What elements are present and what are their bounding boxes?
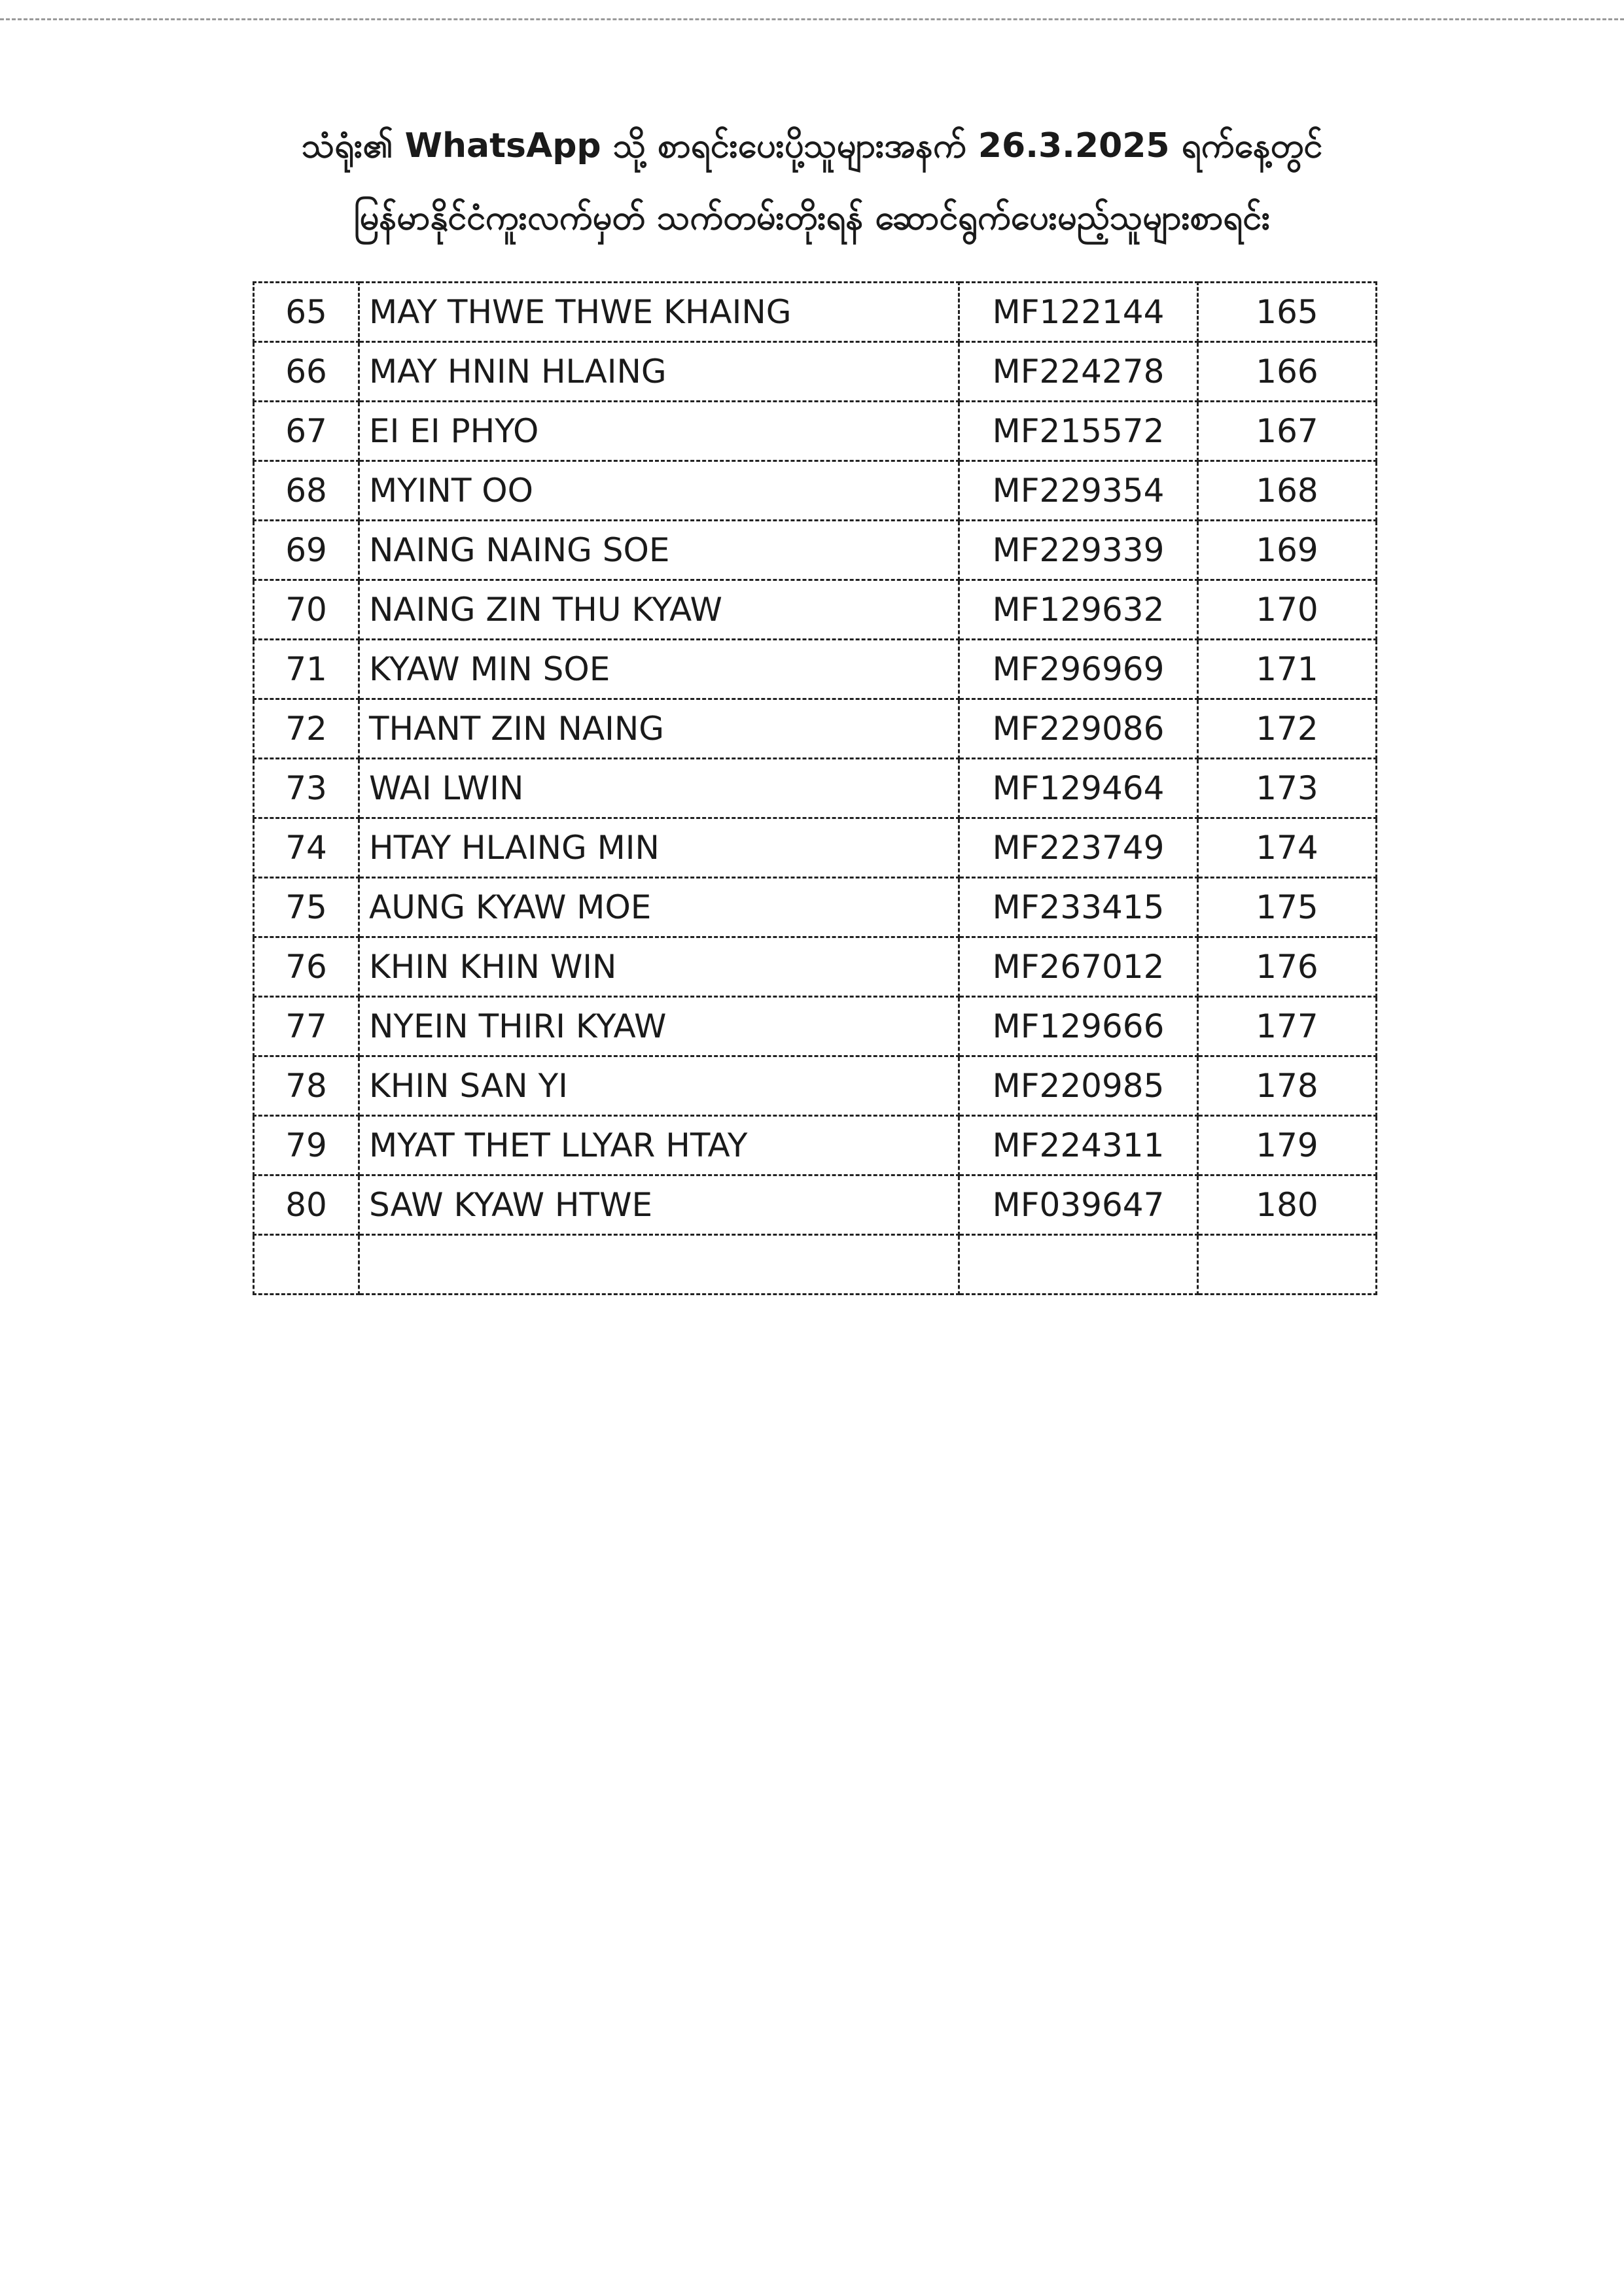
row-count-cell: 180 [1198, 1175, 1377, 1235]
roster-table [253, 281, 1377, 1295]
top-divider [0, 18, 1624, 20]
row-name-cell: MYAT THET LLYAR HTAY [359, 1116, 959, 1175]
table-row [254, 1116, 1377, 1175]
row-name-cell: NAING ZIN THU KYAW [359, 580, 959, 640]
row-number-cell: 69 [254, 521, 359, 580]
table-row [254, 461, 1377, 521]
row-code-cell: MF220985 [959, 1056, 1198, 1116]
row-number-cell: 79 [254, 1116, 359, 1175]
row-number-cell: 70 [254, 580, 359, 640]
row-number-cell: 75 [254, 878, 359, 937]
row-count-cell: 176 [1198, 937, 1377, 997]
table-row [254, 580, 1377, 640]
table-row [254, 878, 1377, 937]
row-code-cell: MF215572 [959, 402, 1198, 461]
row-name-cell [359, 1235, 959, 1295]
row-count-cell [1198, 1235, 1377, 1295]
row-number-cell: 73 [254, 759, 359, 818]
row-code-cell: MF229339 [959, 521, 1198, 580]
row-count-cell: 169 [1198, 521, 1377, 580]
row-number-cell: 68 [254, 461, 359, 521]
row-count-cell: 165 [1198, 283, 1377, 342]
table-row [254, 1175, 1377, 1235]
row-name-cell: SAW KYAW HTWE [359, 1175, 959, 1235]
document-title-line-2: မြန်မာနိုင်ငံကူးလက်မှတ် သက်တမ်းတိုးရန် ဆောင်ရွက်ပေးမည့်သူများစာရင်း [353, 198, 1271, 237]
table-row [254, 699, 1377, 759]
roster-table-body [254, 283, 1377, 1295]
row-count-cell: 178 [1198, 1056, 1377, 1116]
table-row [254, 283, 1377, 342]
row-name-cell: MAY THWE THWE KHAING [359, 283, 959, 342]
row-count-cell: 177 [1198, 997, 1377, 1056]
table-row [254, 402, 1377, 461]
row-count-cell: 170 [1198, 580, 1377, 640]
table-row [254, 342, 1377, 402]
row-code-cell: MF223749 [959, 818, 1198, 878]
row-code-cell: MF129464 [959, 759, 1198, 818]
row-count-cell: 179 [1198, 1116, 1377, 1175]
row-name-cell: NAING NAING SOE [359, 521, 959, 580]
row-count-cell: 175 [1198, 878, 1377, 937]
table-row [254, 997, 1377, 1056]
row-count-cell: 171 [1198, 640, 1377, 699]
row-name-cell: MYINT OO [359, 461, 959, 521]
row-count-cell: 173 [1198, 759, 1377, 818]
row-code-cell: MF129666 [959, 997, 1198, 1056]
row-code-cell: MF129632 [959, 580, 1198, 640]
row-name-cell: THANT ZIN NAING [359, 699, 959, 759]
row-code-cell: MF122144 [959, 283, 1198, 342]
table-row [254, 759, 1377, 818]
row-code-cell [959, 1235, 1198, 1295]
document-title-line-1: သံရုံး၏ WhatsApp သို့ စာရင်းပေးပို့သူများအနက် 26.3.2025 ရက်နေ့တွင် [301, 126, 1323, 165]
row-code-cell: MF233415 [959, 878, 1198, 937]
table-row [254, 1056, 1377, 1116]
row-code-cell: MF039647 [959, 1175, 1198, 1235]
table-row [254, 937, 1377, 997]
row-number-cell: 78 [254, 1056, 359, 1116]
row-number-cell: 66 [254, 342, 359, 402]
row-name-cell: KYAW MIN SOE [359, 640, 959, 699]
row-number-cell [254, 1235, 359, 1295]
row-name-cell: HTAY HLAING MIN [359, 818, 959, 878]
row-count-cell: 166 [1198, 342, 1377, 402]
row-code-cell: MF229086 [959, 699, 1198, 759]
table-row [254, 818, 1377, 878]
row-code-cell: MF224311 [959, 1116, 1198, 1175]
row-name-cell: KHIN SAN YI [359, 1056, 959, 1116]
row-name-cell: AUNG KYAW MOE [359, 878, 959, 937]
row-count-cell: 167 [1198, 402, 1377, 461]
table-row [254, 1235, 1377, 1295]
table-row [254, 640, 1377, 699]
row-name-cell: EI EI PHYO [359, 402, 959, 461]
row-number-cell: 77 [254, 997, 359, 1056]
row-name-cell: KHIN KHIN WIN [359, 937, 959, 997]
row-number-cell: 80 [254, 1175, 359, 1235]
row-count-cell: 172 [1198, 699, 1377, 759]
row-number-cell: 72 [254, 699, 359, 759]
row-code-cell: MF224278 [959, 342, 1198, 402]
row-number-cell: 74 [254, 818, 359, 878]
row-number-cell: 65 [254, 283, 359, 342]
row-number-cell: 67 [254, 402, 359, 461]
row-number-cell: 71 [254, 640, 359, 699]
row-code-cell: MF229354 [959, 461, 1198, 521]
row-code-cell: MF296969 [959, 640, 1198, 699]
row-name-cell: NYEIN THIRI KYAW [359, 997, 959, 1056]
row-number-cell: 76 [254, 937, 359, 997]
table-row [254, 521, 1377, 580]
row-count-cell: 174 [1198, 818, 1377, 878]
row-name-cell: WAI LWIN [359, 759, 959, 818]
row-code-cell: MF267012 [959, 937, 1198, 997]
row-name-cell: MAY HNIN HLAING [359, 342, 959, 402]
row-count-cell: 168 [1198, 461, 1377, 521]
